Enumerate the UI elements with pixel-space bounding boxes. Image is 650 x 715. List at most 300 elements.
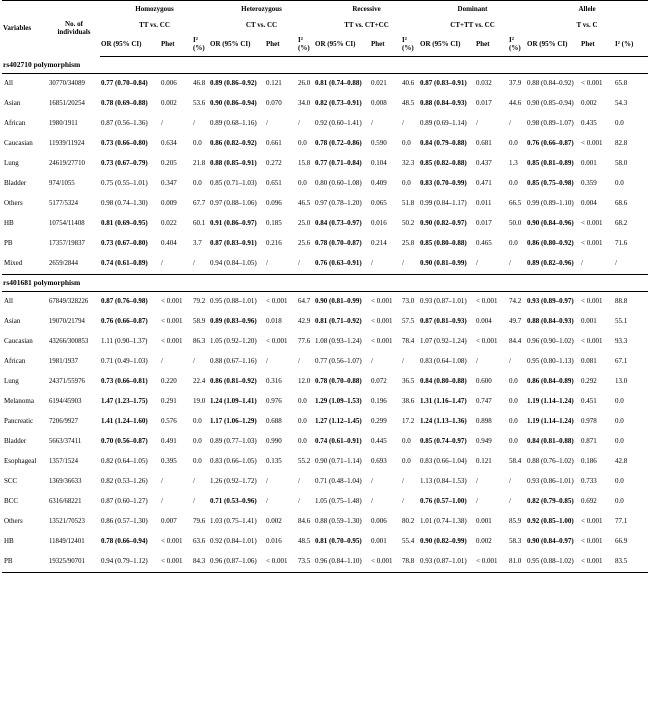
i2-value: 77.1 (615, 517, 628, 526)
section-title: rs402710 polymorphism (2, 57, 648, 74)
i2-value: 68.6 (615, 199, 628, 208)
variable-name: Caucasian (4, 139, 33, 148)
phet-value: / (476, 497, 478, 506)
or-value: 0.98 (0.74–1.30) (101, 199, 148, 208)
i2-value: 0.0 (509, 377, 518, 386)
i2-value: / (402, 119, 404, 128)
phet-value: < 0.001 (161, 317, 183, 326)
i2-value: 84.3 (192, 552, 209, 573)
phet-label: Phet (475, 34, 508, 57)
or-value: 0.98 (0.89–1.07) (527, 119, 574, 128)
variable-name: BCC (4, 497, 19, 506)
meta-analysis-table (2, 0, 648, 573)
phet-value: 0.651 (266, 179, 282, 188)
phet-value: 0.976 (266, 397, 282, 406)
individuals-count: 5177/5324 (49, 200, 79, 208)
or-value: 0.89 (0.82–0.96) (527, 259, 574, 268)
variable-name: Others (4, 199, 23, 208)
group-heterozygous: Heterozygous (209, 1, 314, 19)
i2-value: / (298, 119, 300, 128)
i2-value: 22.4 (193, 377, 206, 386)
individuals-count: 7206/9927 (49, 418, 79, 426)
phet-value: < 0.001 (581, 517, 603, 526)
i2-value: / (509, 259, 511, 268)
or-value: 0.96 (0.84–1.10) (314, 552, 370, 573)
group-recessive: Recessive (314, 1, 419, 19)
or-value: 0.87 (0.76–0.98) (101, 297, 148, 306)
individuals-count: 11939/11924 (49, 140, 85, 148)
phet-value: 0.990 (266, 437, 282, 446)
or-value: 0.84 (0.79–0.88) (420, 139, 467, 148)
or-value: 0.71 (0.53–0.96) (210, 497, 257, 506)
i2-value: 80.2 (402, 517, 415, 526)
table-row (2, 532, 648, 552)
phet-value: 0.409 (371, 179, 387, 188)
or-value: 0.93 (0.87–1.01) (419, 552, 475, 573)
or-label: OR (95% CI) (526, 34, 580, 57)
i2-value: / (509, 119, 511, 128)
or-value: 0.85 (0.81–0.89) (527, 159, 574, 168)
or-value: 0.90 (0.71–1.14) (315, 457, 362, 466)
i2-value: 66.9 (615, 537, 628, 546)
or-value: 0.83 (0.66–1.05) (210, 457, 257, 466)
or-value: 0.87 (0.60–1.27) (101, 497, 148, 506)
phet-value: 0.576 (161, 417, 177, 426)
table-row (2, 412, 648, 432)
phet-value: 0.404 (161, 239, 177, 248)
or-value: 0.86 (0.82–0.92) (210, 139, 257, 148)
i2-value: 66.5 (509, 199, 522, 208)
or-value: 0.82 (0.64–1.05) (101, 457, 148, 466)
phet-value: / (476, 477, 478, 486)
i2-value: 54.3 (615, 99, 628, 108)
variable-name: Lung (4, 377, 19, 386)
i2-value: 93.3 (615, 337, 628, 346)
table-row (2, 332, 648, 352)
individuals-count: 1357/1524 (49, 458, 79, 466)
i2-value: 58.9 (193, 317, 206, 326)
individuals-count: 17357/19837 (49, 240, 85, 248)
i2-value: 0.0 (193, 417, 202, 426)
i2-value: 88.8 (615, 297, 628, 306)
phet-label: Phet (265, 34, 297, 57)
or-value: 0.73 (0.67–0.80) (101, 239, 148, 248)
i2-value: 58.4 (509, 457, 522, 466)
i2-value: 34.0 (298, 99, 311, 108)
table-row (2, 492, 648, 512)
i2-value: 46.5 (298, 199, 311, 208)
phet-label: Phet (160, 34, 192, 57)
or-value: 0.95 (0.80–1.13) (527, 357, 574, 366)
phet-value: < 0.001 (581, 297, 603, 306)
i2-value: 58.0 (615, 159, 628, 168)
i2-value: 84.4 (509, 337, 522, 346)
i2-value: 46.8 (193, 79, 206, 88)
phet-value: 0.196 (371, 397, 387, 406)
i2-value: 79.6 (193, 517, 206, 526)
phet-value: 0.121 (266, 79, 282, 88)
i2-value: 0.0 (509, 417, 518, 426)
i2-value: 0.0 (615, 179, 624, 188)
phet-value: / (266, 477, 268, 486)
or-value: 1.05 (0.92–1.20) (210, 337, 257, 346)
phet-value: < 0.001 (370, 552, 401, 573)
or-value: 0.75 (0.55–1.01) (101, 179, 148, 188)
phet-value: 0.634 (161, 139, 177, 148)
phet-value: / (476, 259, 478, 268)
i2-value: 83.5 (614, 552, 648, 573)
or-value: 0.97 (0.78–1.20) (315, 199, 362, 208)
i2-value: 67.1 (615, 357, 628, 366)
phet-value: 0.347 (161, 179, 177, 188)
phet-value: 0.008 (371, 99, 387, 108)
i2-value: 79.2 (193, 297, 206, 306)
or-value: 1.07 (0.92–1.24) (420, 337, 467, 346)
or-value: 1.17 (1.06–1.29) (210, 417, 257, 426)
i2-value: / (193, 259, 195, 268)
phet-value: 0.072 (371, 377, 387, 386)
phet-value: 0.104 (371, 159, 387, 168)
variables-header: Variables (2, 1, 48, 57)
table-row (2, 114, 648, 134)
table-row (2, 234, 648, 254)
phet-value: < 0.001 (581, 219, 603, 228)
or-value: 0.97 (0.88–1.06) (210, 199, 257, 208)
or-value: 0.78 (0.66–0.94) (101, 537, 148, 546)
or-value: 0.74 (0.61–0.89) (101, 259, 148, 268)
i2-value: / (298, 259, 300, 268)
table-row (2, 372, 648, 392)
or-value: 1.29 (1.09–1.53) (315, 397, 362, 406)
phet-value: < 0.001 (580, 552, 614, 573)
phet-value: 0.018 (266, 317, 282, 326)
or-value: 0.74 (0.61–0.91) (315, 437, 362, 446)
or-label: OR (95% CI) (100, 34, 160, 57)
i2-value: 37.9 (509, 79, 522, 88)
phet-value: 0.445 (371, 437, 387, 446)
phet-value: 0.016 (266, 537, 282, 546)
or-value: 0.90 (0.82–0.97) (420, 219, 467, 228)
phet-value: 0.214 (371, 239, 387, 248)
table-row (2, 94, 648, 114)
table-row (2, 312, 648, 332)
or-value: 0.93 (0.87–1.01) (420, 297, 467, 306)
individuals-count: 1981/1937 (49, 358, 79, 366)
phet-value: < 0.001 (581, 79, 603, 88)
individuals-count: 13521/70523 (49, 518, 85, 526)
i2-value: / (298, 477, 300, 486)
or-value: 0.70 (0.56–0.87) (101, 437, 148, 446)
or-value: 0.95 (0.88–1.02) (526, 552, 580, 573)
phet-value: < 0.001 (581, 337, 603, 346)
phet-value: 0.747 (476, 397, 492, 406)
i2-value: 21.8 (193, 159, 206, 168)
i2-value: 36.5 (402, 377, 415, 386)
or-value: 0.92 (0.85–1.00) (527, 517, 574, 526)
phet-value: / (476, 119, 478, 128)
or-value: 0.83 (0.66–1.04) (420, 457, 467, 466)
or-value: 0.81 (0.70–0.95) (315, 537, 362, 546)
variable-name: Bladder (4, 437, 27, 446)
phet-value: 0.135 (266, 457, 282, 466)
i2-value: 50.2 (402, 219, 415, 228)
phet-value: / (371, 477, 373, 486)
or-value: 0.71 (0.48–1.04) (315, 477, 362, 486)
phet-value: < 0.001 (476, 337, 498, 346)
phet-value: < 0.001 (581, 239, 603, 248)
individuals-count: 19325/90701 (48, 552, 100, 573)
i2-value: 51.8 (402, 199, 415, 208)
individuals-count: 11849/12401 (49, 538, 85, 546)
i2-value: 0.0 (615, 119, 624, 128)
or-value: 0.82 (0.53–1.26) (101, 477, 148, 486)
phet-value: < 0.001 (476, 297, 498, 306)
i2-value: 64.7 (298, 297, 311, 306)
phet-value: 0.693 (371, 457, 387, 466)
i2-value: 0.0 (193, 139, 202, 148)
or-label: OR (95% CI) (209, 34, 265, 57)
phet-value: / (266, 497, 268, 506)
or-value: 0.88 (0.59–1.30) (315, 517, 362, 526)
individuals-count: 16851/20254 (49, 100, 85, 108)
table-row (2, 352, 648, 372)
individuals-count: 24371/55976 (49, 378, 85, 386)
i2-value: 0.0 (298, 417, 307, 426)
variable-name: Melanoma (4, 397, 34, 406)
or-value: 0.88 (0.84–0.93) (527, 317, 574, 326)
individuals-count: 1980/1911 (49, 120, 78, 128)
individuals-count: 6316/68221 (49, 498, 82, 506)
i2-value: 44.6 (509, 99, 522, 108)
i2-value: 40.6 (402, 79, 415, 88)
or-value: 0.96 (0.87–1.06) (209, 552, 265, 573)
or-label: OR (95% CI) (314, 34, 370, 57)
phet-value: / (161, 477, 163, 486)
comparison-heterozygous: CT vs. CC (245, 21, 278, 30)
or-value: 0.78 (0.69–0.88) (101, 99, 148, 108)
table-row (2, 154, 648, 174)
i2-value: 38.6 (402, 397, 415, 406)
phet-value: 0.186 (581, 457, 597, 466)
or-value: 0.86 (0.81–0.92) (210, 377, 257, 386)
phet-value: 0.395 (161, 457, 177, 466)
table-row (2, 174, 648, 194)
i2-value: 0.0 (509, 179, 518, 188)
or-value: 0.95 (0.88–1.01) (210, 297, 257, 306)
table-row (2, 214, 648, 234)
phet-value: / (266, 119, 268, 128)
or-value: 0.78 (0.70–0.87) (315, 239, 362, 248)
or-value: 0.82 (0.73–0.91) (315, 99, 362, 108)
phet-value: 0.733 (581, 477, 597, 486)
or-value: 0.93 (0.86–1.01) (527, 477, 574, 486)
individuals-count: 1369/36633 (49, 478, 82, 486)
i2-value: 0.0 (615, 437, 624, 446)
table-row (2, 552, 648, 573)
phet-value: 0.004 (581, 199, 597, 208)
or-value: 0.88 (0.84–0.93) (420, 99, 467, 108)
i2-value: 0.0 (298, 397, 307, 406)
i2-value: / (509, 357, 511, 366)
or-value: 0.89 (0.68–1.16) (210, 119, 257, 128)
i2-value: / (298, 497, 300, 506)
i2-value: 78.4 (402, 337, 415, 346)
or-value: 0.84 (0.80–0.88) (420, 377, 467, 386)
or-value: 0.99 (0.84–1.17) (420, 199, 467, 208)
or-value: 0.89 (0.77–1.03) (210, 437, 257, 446)
individuals-header: No. of individuals (48, 1, 100, 57)
or-value: 0.78 (0.70–0.88) (315, 377, 362, 386)
phet-value: < 0.001 (161, 337, 183, 346)
or-value: 0.93 (0.89–0.97) (527, 297, 574, 306)
phet-value: 0.002 (476, 537, 492, 546)
variable-name: Caucasian (4, 337, 33, 346)
or-value: 1.19 (1.14–1.24) (527, 397, 574, 406)
phet-value: < 0.001 (581, 537, 603, 546)
phet-value: 0.004 (476, 317, 492, 326)
or-value: 0.73 (0.66–0.81) (101, 377, 148, 386)
phet-label: Phet (370, 34, 401, 57)
or-value: 1.19 (1.14–1.24) (527, 417, 574, 426)
variable-name: Others (4, 517, 23, 526)
i2-value: / (509, 497, 511, 506)
i2-value: 0.0 (615, 397, 624, 406)
i2-value: 0.0 (615, 417, 624, 426)
table-row (2, 432, 648, 452)
i2-value: / (402, 497, 404, 506)
phet-value: 0.001 (371, 537, 387, 546)
or-value: 0.85 (0.75–0.98) (527, 179, 574, 188)
i2-value: 0.0 (193, 437, 202, 446)
table-row (2, 74, 648, 95)
phet-value: < 0.001 (161, 537, 183, 546)
or-value: 0.89 (0.83–0.96) (210, 317, 257, 326)
phet-value: 0.292 (581, 377, 597, 386)
i2-value: 25.8 (402, 239, 415, 248)
individuals-count: 2659/2844 (49, 260, 79, 268)
or-value: 0.99 (0.89–1.10) (527, 199, 574, 208)
i2-value: 85.9 (509, 517, 522, 526)
or-value: 1.13 (0.84–1.53) (420, 477, 467, 486)
i2-value: 68.2 (615, 219, 628, 228)
or-value: 0.90 (0.81–0.99) (420, 259, 467, 268)
i2-value: 67.7 (193, 199, 206, 208)
i2-value: / (193, 497, 195, 506)
or-value: 0.83 (0.64–1.08) (420, 357, 467, 366)
or-value: 0.92 (0.60–1.41) (315, 119, 362, 128)
or-value: 0.96 (0.90–1.02) (527, 337, 574, 346)
or-value: 1.24 (1.09–1.41) (210, 397, 257, 406)
i2-value: / (402, 477, 404, 486)
phet-value: 0.272 (266, 159, 282, 168)
table-row (2, 452, 648, 472)
i2-value: 50.0 (509, 219, 522, 228)
individuals-count: 5663/37411 (49, 438, 82, 446)
group-homozygous: Homozygous (100, 1, 209, 19)
variable-name: Bladder (4, 179, 27, 188)
phet-value: < 0.001 (581, 139, 603, 148)
variable-name: All (4, 79, 13, 88)
or-value: 0.88 (0.85–0.91) (210, 159, 257, 168)
phet-value: 0.205 (161, 159, 177, 168)
or-value: 0.90 (0.85–0.94) (527, 99, 574, 108)
or-value: 0.88 (0.84–0.92) (527, 79, 574, 88)
phet-value: 0.006 (161, 79, 177, 88)
i2-value: 13.0 (615, 377, 628, 386)
i2-value: 26.0 (298, 79, 311, 88)
phet-value: 0.291 (161, 397, 177, 406)
i2-value: / (193, 357, 195, 366)
or-value: 0.76 (0.66–0.87) (527, 139, 574, 148)
i2-value: 60.1 (193, 219, 206, 228)
or-value: 1.41 (1.24–1.60) (101, 417, 148, 426)
phet-value: < 0.001 (371, 317, 393, 326)
i2-label: I² (%) (508, 34, 526, 57)
phet-value: / (266, 357, 268, 366)
or-value: 0.80 (0.60–1.08) (315, 179, 362, 188)
or-value: 0.87 (0.56–1.36) (101, 119, 148, 128)
phet-value: / (371, 259, 373, 268)
or-value: 0.86 (0.57–1.30) (101, 517, 148, 526)
phet-value: 0.032 (476, 79, 492, 88)
i2-value: 74.2 (509, 297, 522, 306)
variable-name: Pancreatic (4, 417, 34, 426)
phet-value: 0.016 (371, 219, 387, 228)
phet-value: 0.692 (581, 497, 597, 506)
i2-value: 71.6 (615, 239, 628, 248)
group-allele: Allele (526, 1, 648, 19)
or-value: 0.78 (0.72–0.86) (315, 139, 362, 148)
phet-value: / (266, 259, 268, 268)
table-row (2, 392, 648, 412)
or-value: 0.76 (0.66–0.87) (101, 317, 148, 326)
or-value: 0.85 (0.82–0.88) (420, 159, 467, 168)
i2-value: 0.0 (509, 139, 518, 148)
or-value: 0.84 (0.81–0.88) (527, 437, 574, 446)
or-value: 0.73 (0.66–0.80) (101, 139, 148, 148)
phet-value: 0.002 (161, 99, 177, 108)
phet-value: 0.009 (161, 199, 177, 208)
phet-value: < 0.001 (265, 552, 297, 573)
i2-value: 42.8 (615, 457, 628, 466)
or-value: 1.27 (1.12–1.45) (315, 417, 362, 426)
phet-value: / (371, 497, 373, 506)
individuals-count: 10754/11408 (49, 220, 85, 228)
phet-value: 0.006 (371, 517, 387, 526)
or-value: 0.90 (0.84–0.97) (527, 537, 574, 546)
i2-value: 0.0 (298, 139, 307, 148)
phet-value: 0.002 (266, 517, 282, 526)
phet-value: / (161, 259, 163, 268)
comparison-recessive: TT vs. CT+CC (344, 21, 389, 30)
i2-value: / (193, 477, 195, 486)
phet-value: 0.070 (266, 99, 282, 108)
variable-name: African (4, 357, 26, 366)
phet-value: 0.600 (476, 377, 492, 386)
variable-name: PB (2, 552, 48, 573)
phet-value: < 0.001 (266, 297, 288, 306)
or-value: 0.89 (0.69–1.14) (420, 119, 467, 128)
i2-value: 0.0 (509, 397, 518, 406)
i2-value: 78.8 (401, 552, 419, 573)
individuals-count: 19070/21794 (49, 318, 85, 326)
phet-value: 0.471 (476, 179, 492, 188)
i2-value: 0.0 (193, 457, 202, 466)
or-value: 1.05 (0.75–1.48) (315, 497, 362, 506)
phet-value: 0.065 (371, 199, 387, 208)
or-value: 0.90 (0.84–0.96) (527, 219, 574, 228)
i2-value: 1.3 (509, 159, 518, 168)
